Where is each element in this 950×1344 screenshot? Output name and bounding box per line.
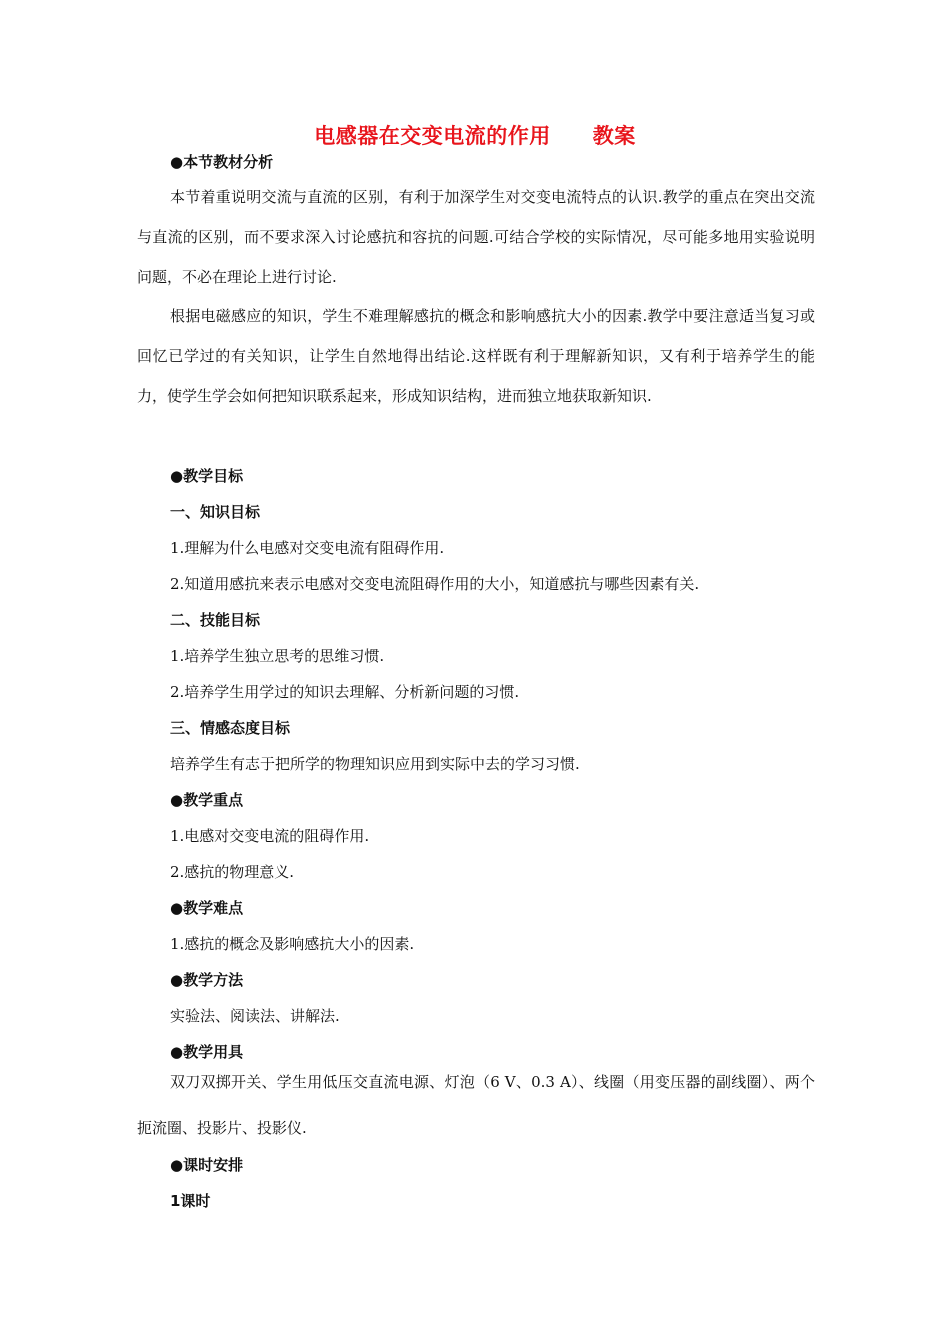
teaching-methods-text: 实验法、阅读法、讲解法.: [170, 1007, 340, 1025]
subheading-skill-goals: 二、技能目标: [170, 611, 261, 629]
document-title: [0, 122, 950, 150]
knowledge-goal-2: 2.知道用感抗来表示电感对交变电流阻碍作用的大小，知道感抗与哪些因素有关.: [170, 575, 700, 593]
subheading-attitude-goals: 三、情感态度目标: [170, 719, 291, 737]
heading-class-schedule: ●课时安排: [170, 1156, 244, 1174]
skill-goal-2: 2.培养学生用学过的知识去理解、分析新问题的习惯.: [170, 683, 520, 701]
paragraph-material-analysis-2: 根据电磁感应的知识，学生不难理解感抗的概念和影响感抗大小的因素.教学中要注意适当复习或回忆已学过的有关知识，让学生自然地得出结论.这样既有利于理解新知识，又有利于培养学生的能力，使学生学会如何把知识联系起来，形成知识结构，进而独立地获取新知识.: [137, 307, 815, 405]
difficult-point-1: 1.感抗的概念及影响感抗大小的因素.: [170, 935, 415, 953]
subheading-knowledge-goals: 一、知识目标: [170, 503, 261, 521]
skill-goal-1: 1.培养学生独立思考的思维习惯.: [170, 647, 385, 665]
title-suffix: 教案: [592, 124, 636, 148]
key-point-1: 1.电感对交变电流的阻碍作用.: [170, 827, 370, 845]
knowledge-goal-1: 1.理解为什么电感对交变电流有阻碍作用.: [170, 539, 445, 557]
teaching-tools-text: 双刀双掷开关、学生用低压交直流电源、灯泡（6 V、0.3 A）、线圈（用变压器的副线圈）、两个扼流圈、投影片、投影仪.: [137, 1073, 815, 1137]
attitude-goal-1: 培养学生有志于把所学的物理知识应用到实际中去的学习习惯.: [170, 755, 580, 773]
heading-material-analysis: ●本节教材分析: [170, 153, 274, 171]
title-main: 电感器在交变电流的作用: [314, 124, 551, 148]
paragraph-material-analysis-1: 本节着重说明交流与直流的区别，有利于加深学生对交变电流特点的认识.教学的重点在突出交流与直流的区别，而不要求深入讨论感抗和容抗的问题.可结合学校的实际情况，尽可能多地用实验说明问题，不必在理论上进行讨论.: [137, 188, 815, 286]
class-schedule-text: 1课时: [170, 1192, 211, 1210]
heading-difficult-points: ●教学难点: [170, 899, 244, 917]
key-point-2: 2.感抗的物理意义.: [170, 863, 295, 881]
heading-teaching-methods: ●教学方法: [170, 971, 244, 989]
heading-teaching-goals: ●教学目标: [170, 467, 244, 485]
heading-teaching-tools: ●教学用具: [170, 1043, 244, 1061]
heading-key-points: ●教学重点: [170, 791, 244, 809]
